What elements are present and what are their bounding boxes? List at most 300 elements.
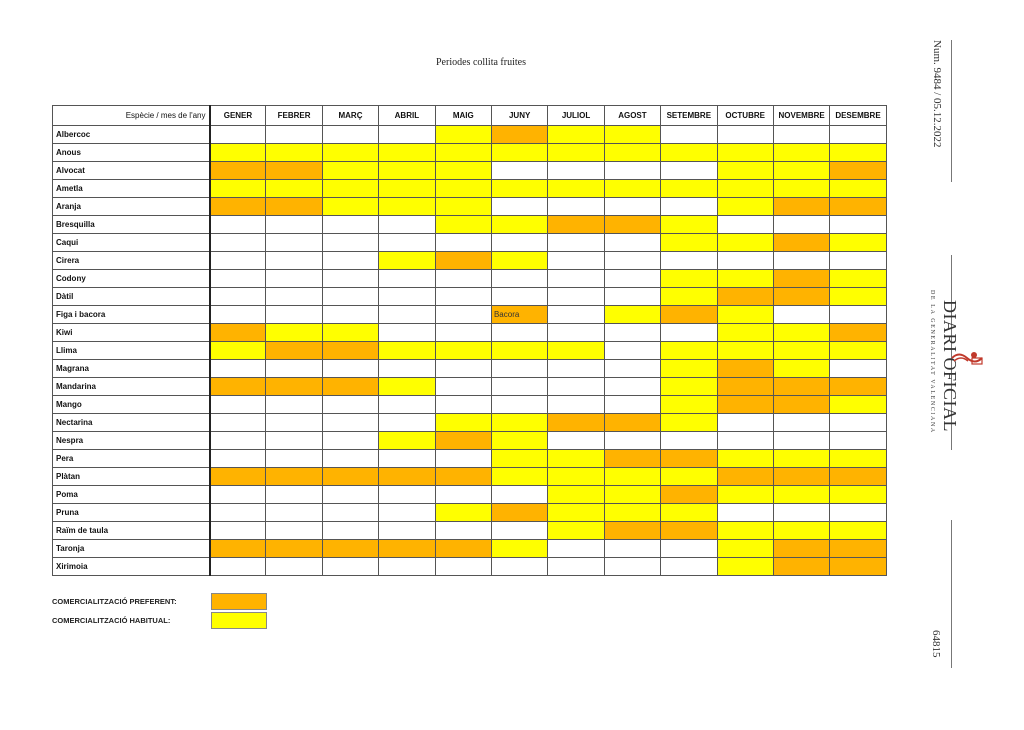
preferent-cell [773, 468, 829, 486]
habitual-cell [322, 324, 378, 342]
issue-reference-text: Num. 9484 / 05.12.2022 [931, 40, 943, 148]
empty-cell [379, 324, 435, 342]
preferent-cell [210, 378, 266, 396]
habitual-cell [210, 144, 266, 162]
habitual-cell [491, 216, 547, 234]
habitual-cell [491, 180, 547, 198]
empty-cell [661, 324, 717, 342]
habitual-cell [661, 468, 717, 486]
habitual-cell [604, 144, 660, 162]
habitual-cell [717, 342, 773, 360]
preferent-cell [773, 378, 829, 396]
preferent-cell [773, 234, 829, 252]
species-label: Figa i bacora [53, 306, 210, 324]
habitual-cell [661, 180, 717, 198]
habitual-cell [379, 378, 435, 396]
preferent-cell [830, 198, 886, 216]
habitual-cell [604, 468, 660, 486]
empty-cell [435, 378, 491, 396]
preferent-cell [717, 396, 773, 414]
empty-cell [604, 324, 660, 342]
empty-cell [379, 126, 435, 144]
empty-cell [322, 360, 378, 378]
empty-cell [548, 540, 604, 558]
empty-cell [717, 504, 773, 522]
empty-cell [604, 396, 660, 414]
empty-cell [830, 252, 886, 270]
preferent-cell [717, 288, 773, 306]
habitual-cell [717, 270, 773, 288]
species-label: Cirera [53, 252, 210, 270]
empty-cell [548, 288, 604, 306]
preferent-cell [548, 414, 604, 432]
table-row [53, 234, 887, 252]
preferent-cell [604, 522, 660, 540]
month-header: DESEMBRE [830, 106, 886, 126]
habitual-cell [435, 180, 491, 198]
empty-cell [491, 198, 547, 216]
table-row [53, 342, 887, 360]
empty-cell [266, 522, 322, 540]
empty-cell [210, 306, 266, 324]
habitual-cell [491, 252, 547, 270]
habitual-cell [322, 162, 378, 180]
preferent-cell [266, 342, 322, 360]
empty-cell [491, 234, 547, 252]
habitual-cell [773, 324, 829, 342]
empty-cell [491, 162, 547, 180]
table-row [53, 558, 887, 576]
habitual-cell [773, 180, 829, 198]
habitual-cell [210, 342, 266, 360]
empty-cell [548, 324, 604, 342]
table-row [53, 144, 887, 162]
habitual-cell [661, 396, 717, 414]
table-row [53, 252, 887, 270]
preferent-cell [266, 198, 322, 216]
habitual-cell [379, 144, 435, 162]
species-label: Llima [53, 342, 210, 360]
habitual-cell [661, 504, 717, 522]
empty-cell [661, 252, 717, 270]
empty-cell [548, 306, 604, 324]
habitual-cell [379, 342, 435, 360]
habitual-cell [661, 360, 717, 378]
document-title: Periodes collita fruites [436, 57, 526, 68]
empty-cell [210, 486, 266, 504]
empty-cell [322, 558, 378, 576]
preferent-cell [322, 540, 378, 558]
habitual-cell [830, 396, 886, 414]
habitual-cell [379, 432, 435, 450]
empty-cell [322, 216, 378, 234]
empty-cell [717, 126, 773, 144]
cell-note: Bacora [493, 310, 520, 319]
empty-cell [435, 396, 491, 414]
habitual-cell [548, 180, 604, 198]
legend-preferent [52, 593, 267, 610]
empty-cell [773, 414, 829, 432]
empty-cell [830, 360, 886, 378]
preferent-cell [661, 522, 717, 540]
habitual-cell [435, 162, 491, 180]
habitual-cell [604, 486, 660, 504]
preferent-cell [773, 198, 829, 216]
preferent-cell [717, 468, 773, 486]
empty-cell [661, 162, 717, 180]
legend-preferent-label: COMERCIALITZACIÓ PREFERENT: [52, 597, 177, 606]
habitual-cell [773, 522, 829, 540]
preferent-cell [435, 432, 491, 450]
empty-cell [661, 432, 717, 450]
empty-cell [266, 486, 322, 504]
table-row [53, 432, 887, 450]
habitual-cell [322, 180, 378, 198]
empty-cell [604, 432, 660, 450]
preferent-cell [266, 162, 322, 180]
table-row [53, 414, 887, 432]
preferent-cell [266, 378, 322, 396]
preferent-cell [830, 162, 886, 180]
empty-cell [210, 450, 266, 468]
habitual-cell [661, 414, 717, 432]
empty-cell [717, 414, 773, 432]
habitual-cell [491, 144, 547, 162]
empty-cell [379, 234, 435, 252]
empty-cell [604, 198, 660, 216]
empty-cell [717, 216, 773, 234]
table-row [53, 126, 887, 144]
preferent-cell [773, 288, 829, 306]
month-header: ABRIL [379, 106, 435, 126]
empty-cell [266, 306, 322, 324]
empty-cell [604, 378, 660, 396]
empty-cell [379, 216, 435, 234]
habitual-cell [717, 306, 773, 324]
habitual-cell [830, 342, 886, 360]
preferent-cell [210, 540, 266, 558]
empty-cell [379, 450, 435, 468]
preferent-cell [773, 558, 829, 576]
empty-cell [322, 126, 378, 144]
empty-cell [379, 414, 435, 432]
habitual-cell [435, 342, 491, 360]
habitual-cell [773, 342, 829, 360]
empty-cell [773, 504, 829, 522]
harvest-periods-table [52, 105, 887, 576]
habitual-cell [491, 432, 547, 450]
month-header: OCTUBRE [717, 106, 773, 126]
habitual-cell [717, 540, 773, 558]
habitual-cell [210, 180, 266, 198]
empty-cell [435, 486, 491, 504]
habitual-cell [717, 450, 773, 468]
empty-cell [210, 126, 266, 144]
empty-cell [322, 486, 378, 504]
empty-cell [604, 270, 660, 288]
species-label: Magrana [53, 360, 210, 378]
publication-logo [938, 300, 1024, 432]
empty-cell [322, 414, 378, 432]
table-row [53, 324, 887, 342]
habitual-cell [830, 180, 886, 198]
preferent-cell [773, 270, 829, 288]
species-label: Dàtil [53, 288, 210, 306]
generalitat-emblem-icon [950, 349, 984, 367]
empty-cell [266, 234, 322, 252]
empty-cell [491, 396, 547, 414]
empty-cell [773, 252, 829, 270]
empty-cell [435, 522, 491, 540]
habitual-cell [548, 468, 604, 486]
table-row [53, 522, 887, 540]
legend-habitual-label: COMERCIALITZACIÓ HABITUAL: [52, 616, 171, 625]
preferent-cell [830, 324, 886, 342]
page-number [930, 630, 958, 658]
table-row [53, 396, 887, 414]
species-label: Taronja [53, 540, 210, 558]
month-header: SETEMBRE [661, 106, 717, 126]
preferent-cell [379, 468, 435, 486]
empty-cell [210, 234, 266, 252]
preferent-cell [210, 162, 266, 180]
empty-cell [379, 486, 435, 504]
empty-cell [548, 234, 604, 252]
empty-cell [491, 522, 547, 540]
empty-cell [717, 252, 773, 270]
preferent-cell [661, 486, 717, 504]
species-label: Ametla [53, 180, 210, 198]
issue-reference [928, 40, 948, 170]
habitual-cell [717, 180, 773, 198]
habitual-cell [773, 450, 829, 468]
preferent-cell [830, 468, 886, 486]
empty-cell [830, 432, 886, 450]
habitual-cell [661, 144, 717, 162]
empty-cell [773, 306, 829, 324]
margin-rule [951, 40, 952, 182]
preferent-cell [491, 504, 547, 522]
month-header: MARÇ [322, 106, 378, 126]
preferent-cell [548, 216, 604, 234]
empty-cell [830, 306, 886, 324]
empty-cell [604, 234, 660, 252]
preferent-cell [773, 396, 829, 414]
habitual-cell [435, 414, 491, 432]
empty-cell [435, 234, 491, 252]
preferent-cell [717, 378, 773, 396]
empty-cell [773, 216, 829, 234]
table-row [53, 180, 887, 198]
empty-cell [322, 504, 378, 522]
habitual-cell [830, 288, 886, 306]
table-row [53, 270, 887, 288]
habitual-cell [717, 558, 773, 576]
species-label: Albercoc [53, 126, 210, 144]
empty-cell [266, 432, 322, 450]
species-label: Mandarina [53, 378, 210, 396]
empty-cell [210, 396, 266, 414]
preferent-cell [830, 540, 886, 558]
empty-cell [210, 270, 266, 288]
habitual-cell [604, 180, 660, 198]
month-header: GENER [210, 106, 266, 126]
empty-cell [661, 198, 717, 216]
legend-habitual-swatch [211, 612, 267, 629]
publication-subtitle-text: DE LA GENERALITAT VALENCIANA [929, 290, 935, 434]
species-label: Kiwi [53, 324, 210, 342]
habitual-cell [491, 450, 547, 468]
preferent-cell [210, 468, 266, 486]
empty-cell [266, 396, 322, 414]
empty-cell [379, 504, 435, 522]
habitual-cell [379, 252, 435, 270]
empty-cell [773, 126, 829, 144]
preferent-cell [491, 306, 547, 324]
habitual-cell [548, 450, 604, 468]
empty-cell [266, 288, 322, 306]
habitual-cell [717, 234, 773, 252]
empty-cell [210, 558, 266, 576]
habitual-cell [661, 234, 717, 252]
habitual-cell [830, 270, 886, 288]
preferent-cell [266, 540, 322, 558]
preferent-cell [830, 378, 886, 396]
empty-cell [379, 558, 435, 576]
empty-cell [661, 540, 717, 558]
preferent-cell [266, 468, 322, 486]
preferent-cell [322, 342, 378, 360]
empty-cell [379, 522, 435, 540]
habitual-cell [717, 144, 773, 162]
species-label: Pera [53, 450, 210, 468]
empty-cell [548, 198, 604, 216]
habitual-cell [661, 342, 717, 360]
empty-cell [661, 558, 717, 576]
empty-cell [322, 252, 378, 270]
habitual-cell [773, 162, 829, 180]
empty-cell [830, 504, 886, 522]
species-label: Raïm de taula [53, 522, 210, 540]
empty-cell [266, 504, 322, 522]
species-label: Nectarina [53, 414, 210, 432]
empty-cell [322, 432, 378, 450]
table-row [53, 378, 887, 396]
table-row [53, 198, 887, 216]
table-row [53, 162, 887, 180]
habitual-cell [661, 288, 717, 306]
publication-name: DIARI OFICIAL [940, 300, 960, 432]
empty-cell [548, 378, 604, 396]
habitual-cell [491, 342, 547, 360]
empty-cell [266, 126, 322, 144]
species-label: Anous [53, 144, 210, 162]
empty-cell [210, 522, 266, 540]
habitual-cell [435, 198, 491, 216]
preferent-cell [717, 360, 773, 378]
empty-cell [604, 558, 660, 576]
species-label: Codony [53, 270, 210, 288]
empty-cell [548, 360, 604, 378]
habitual-cell [661, 270, 717, 288]
species-label: Caqui [53, 234, 210, 252]
empty-cell [604, 162, 660, 180]
preferent-cell [604, 414, 660, 432]
species-label: Alvocat [53, 162, 210, 180]
empty-cell [830, 216, 886, 234]
habitual-cell [548, 522, 604, 540]
habitual-cell [604, 126, 660, 144]
habitual-cell [773, 144, 829, 162]
species-label: Bresquilla [53, 216, 210, 234]
legend-preferent-swatch [211, 593, 267, 610]
empty-cell [717, 432, 773, 450]
table-row [53, 468, 887, 486]
month-header: NOVEMBRE [773, 106, 829, 126]
habitual-cell [548, 342, 604, 360]
habitual-cell [491, 540, 547, 558]
empty-cell [491, 558, 547, 576]
empty-cell [435, 324, 491, 342]
habitual-cell [548, 126, 604, 144]
habitual-cell [548, 486, 604, 504]
habitual-cell [717, 486, 773, 504]
table-row [53, 540, 887, 558]
empty-cell [322, 522, 378, 540]
empty-cell [548, 558, 604, 576]
empty-cell [379, 396, 435, 414]
empty-cell [661, 126, 717, 144]
margin-rule [951, 520, 952, 668]
habitual-cell [379, 198, 435, 216]
empty-cell [210, 360, 266, 378]
empty-cell [435, 288, 491, 306]
habitual-cell [604, 504, 660, 522]
habitual-cell [322, 198, 378, 216]
empty-cell [210, 504, 266, 522]
preferent-cell [661, 306, 717, 324]
species-label: Nespra [53, 432, 210, 450]
preferent-cell [435, 252, 491, 270]
empty-cell [830, 414, 886, 432]
table-row [53, 216, 887, 234]
empty-cell [379, 288, 435, 306]
habitual-cell [773, 360, 829, 378]
empty-cell [435, 450, 491, 468]
habitual-cell [548, 144, 604, 162]
empty-cell [266, 414, 322, 432]
habitual-cell [830, 144, 886, 162]
species-label: Poma [53, 486, 210, 504]
habitual-cell [661, 378, 717, 396]
empty-cell [322, 306, 378, 324]
empty-cell [491, 324, 547, 342]
month-header: FEBRER [266, 106, 322, 126]
habitual-cell [830, 522, 886, 540]
preferent-cell [491, 126, 547, 144]
empty-cell [266, 450, 322, 468]
preferent-cell [830, 558, 886, 576]
habitual-cell [491, 468, 547, 486]
empty-cell [548, 432, 604, 450]
habitual-cell [322, 144, 378, 162]
empty-cell [491, 270, 547, 288]
habitual-cell [830, 450, 886, 468]
preferent-cell [210, 198, 266, 216]
habitual-cell [661, 216, 717, 234]
habitual-cell [491, 414, 547, 432]
table-row [53, 450, 887, 468]
